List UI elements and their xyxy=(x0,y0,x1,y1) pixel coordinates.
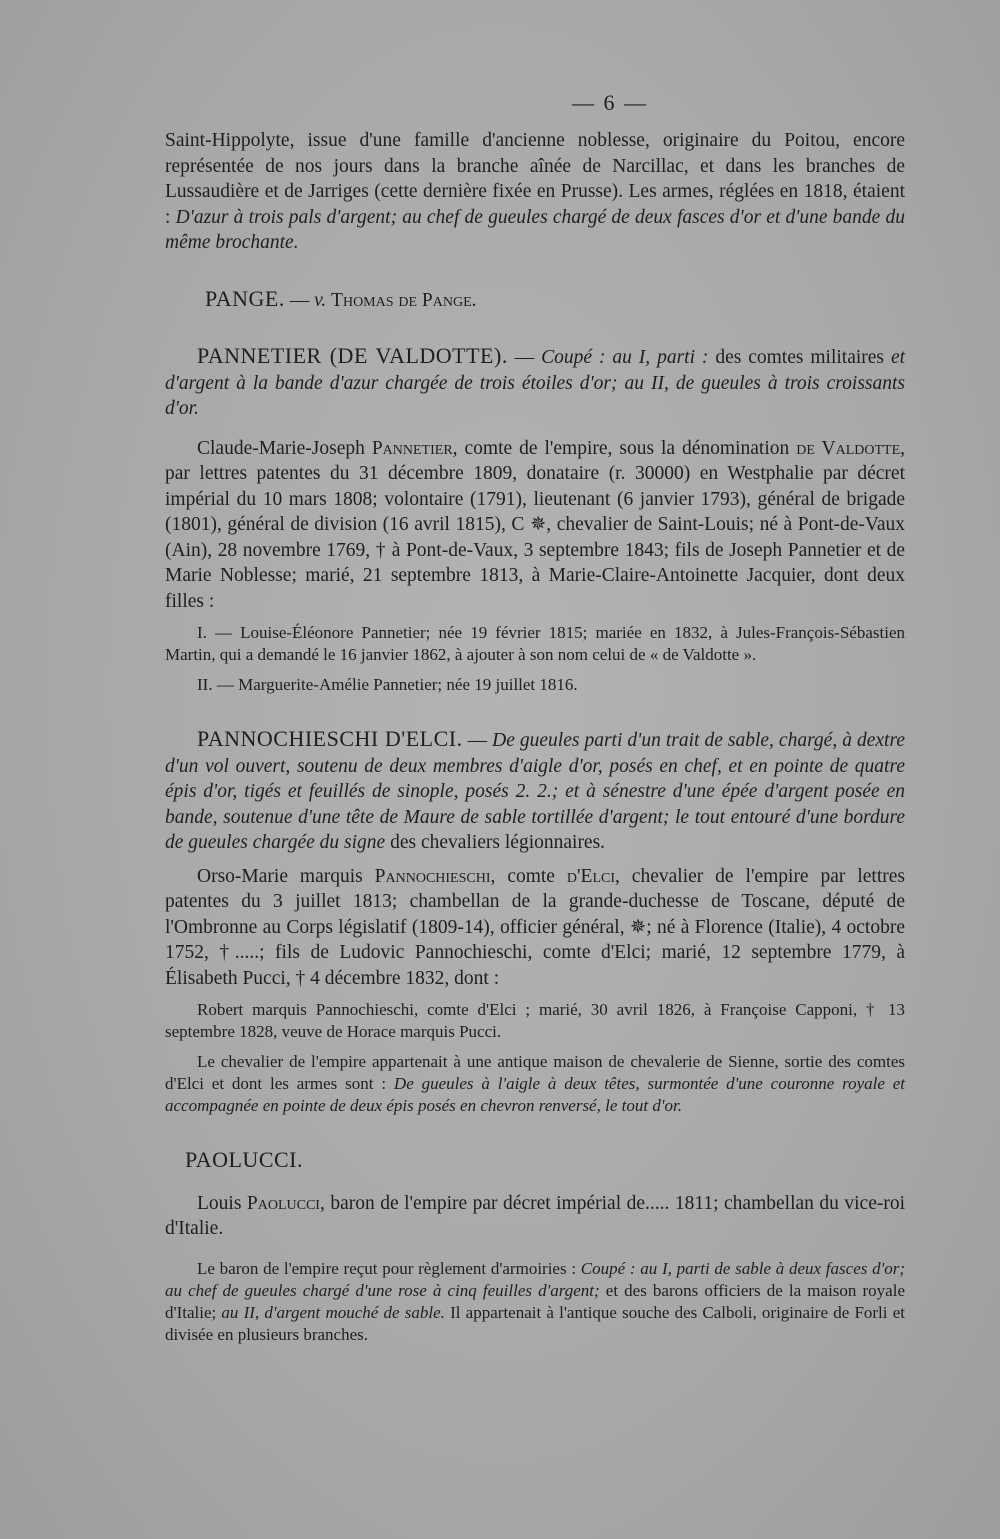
entry-heading-pannochieschi: PANNOCHIESCHI D'ELCI. xyxy=(197,726,463,751)
page-number: — 6 — xyxy=(572,90,648,115)
pannetier-title: de Valdotte xyxy=(796,437,901,459)
page-content xyxy=(165,90,905,1346)
pannochieschi-arms: De gueules parti d'un trait de sable, chargé, à dextre d'un vol ouvert, soutenu de deux membres d'aigle d'or, posés en chef, et en pointe de quatre épis d'or, tigés et feuillés de sinople, posés 2. 2.; et à sénestre d'une épée d'argent posée en bande, soutenue d'une tête de Maure de sable tortillée d'argent; le tout entouré d'une bordure de gueules chargée du signe xyxy=(165,730,905,853)
paolucci-biography xyxy=(165,1191,905,1242)
pange-cross-reference: Thomas de Pange. xyxy=(331,289,477,311)
paolucci-note-arms-2: au II, d'argent mouché de sable. xyxy=(221,1302,445,1322)
paolucci-note-a: Le baron de l'empire reçut pour règlement d'armoiries : xyxy=(197,1258,581,1278)
pannochieschi-bio-c: , chevalier de l'empire par lettres patentes du 3 juillet 1813; chambellan de la grande-duchesse de Toscane, député de l'Ombronne au Corps législatif (1809-14), officier général, ✵; né à Florence (Italie), 4 octobre 1752, †.....; fils de Ludovic Pannochieschi, comte d'Elci; marié, 12 septembre 1779, à Élisabeth Pucci, † 4 décembre 1832, dont : xyxy=(165,865,905,989)
pannetier-bio-c: , par lettres patentes du 31 décembre 1809, donataire (r. 30000) en Westphalie par décret impérial du 10 mars 1808; volontaire (1791), lieutenant (6 janvier 1793), général de brigade (1801), général de division (16 avril 1815), C ✵, chevalier de Saint-Louis; né à Pont-de-Vaux (Ain), 28 novembre 1769, † à Pont-de-Vaux, 3 septembre 1843; fils de Joseph Pannetier et de Marie Noblesse; marié, 21 septembre 1813, à Marie-Claire-Antoinette Jacquier, dont deux filles : xyxy=(165,437,905,612)
entry-paolucci xyxy=(185,1147,905,1175)
pannetier-bio-a: Claude-Marie-Joseph xyxy=(197,437,372,459)
pannochieschi-title: d'Elci xyxy=(566,865,615,887)
pange-ref: v. xyxy=(314,289,327,311)
pannochieschi-bio-a: Orso-Marie marquis xyxy=(197,865,375,887)
pannetier-dash: — xyxy=(507,347,542,368)
pannetier-arms-b: des comtes militaires xyxy=(708,347,891,368)
paolucci-note-c: Il appartenait à l'antique souche des Calboli, originaire de Forli et divisée en plusieurs branches. xyxy=(165,1302,905,1344)
pannochieschi-biography xyxy=(165,864,905,992)
entry-pannochieschi-arms xyxy=(165,726,905,856)
pannetier-surname: Pannetier xyxy=(371,437,453,459)
pannochieschi-arms-end: des chevaliers légionnaires. xyxy=(385,832,606,853)
pannetier-arms-a: Coupé : au I, parti : xyxy=(541,347,709,368)
paolucci-note-arms-1: Coupé : au I, parti de sable à deux fasces d'or; au chef de gueules chargé d'une rose à cinq feuilles d'argent; xyxy=(165,1258,905,1300)
paolucci-bio-b: , baron de l'empire par décret impérial de..... 1811; chambellan du vice-roi d'Italie. xyxy=(165,1192,905,1239)
pannochieschi-note xyxy=(165,1051,905,1117)
pannetier-child-1: I. — Louise-Éléonore Pannetier; née 19 février 1815; mariée en 1832, à Jules-François-Sébastien Martin, qui a demandé le 16 janvier 1862, à ajouter à son nom celui de « de Valdotte ». xyxy=(165,623,905,664)
pannetier-arms-c: et d'argent à la bande d'azur chargée de trois étoiles d'or; au II, de gueules à trois croissants d'or. xyxy=(165,347,906,419)
pannochieschi-note-a: Le chevalier de l'empire appartenait à une antique maison de chevalerie de Sienne, sortie des comtes d'Elci et dont les armes sont : xyxy=(165,1052,905,1093)
paolucci-note xyxy=(165,1258,905,1346)
paragraph-continuation xyxy=(165,128,905,256)
pannochieschi-child: Robert marquis Pannochieschi, comte d'Elci ; marié, 30 avril 1826, à Françoise Capponi, † 13 septembre 1828, veuve de Horace marquis Pucci. xyxy=(165,1000,905,1041)
pange-dash: — xyxy=(284,289,315,311)
pannetier-bio-b: , comte de l'empire, sous la dénomination xyxy=(452,437,797,459)
entry-pange xyxy=(205,286,905,314)
paolucci-bio-a: Louis xyxy=(197,1192,247,1214)
pannochieschi-note-arms: De gueules à l'aigle à deux têtes, surmontée d'une couronne royale et accompagnée en pointe de deux épis posés en chevron renversé, le tout d'or. xyxy=(165,1074,906,1115)
pannetier-biography xyxy=(165,436,905,615)
pannochieschi-dash: — xyxy=(462,730,493,751)
continuation-arms: D'azur à trois pals d'argent; au chef de gueules chargé de deux fasces d'or et d'une bande du même brochante. xyxy=(165,206,906,253)
entry-heading-paolucci: PAOLUCCI. xyxy=(185,1147,303,1172)
pannetier-child-2: II. — Marguerite-Amélie Pannetier; née 19 juillet 1816. xyxy=(197,675,578,694)
pannochieschi-surname: Pannochieschi xyxy=(374,865,491,887)
paolucci-note-b: et des barons officiers de la maison royale d'Italie; xyxy=(165,1280,905,1322)
entry-pannetier-arms xyxy=(165,343,905,422)
entry-heading-pannetier: PANNETIER (DE VALDOTTE). xyxy=(197,343,508,368)
continuation-text: Saint-Hippolyte, issue d'une famille d'ancienne noblesse, originaire du Poitou, encore représentée de nos jours dans la branche aînée de Narcillac, et dans les branches de Lussaudière et de Jarriges (cette dernière fixée en Prusse). Les armes, réglées en 1818, étaient : xyxy=(165,130,905,228)
paolucci-surname: Paolucci xyxy=(246,1192,320,1214)
entry-heading-pange: PANGE. xyxy=(205,285,285,311)
pannochieschi-bio-b: , comte xyxy=(490,865,567,887)
